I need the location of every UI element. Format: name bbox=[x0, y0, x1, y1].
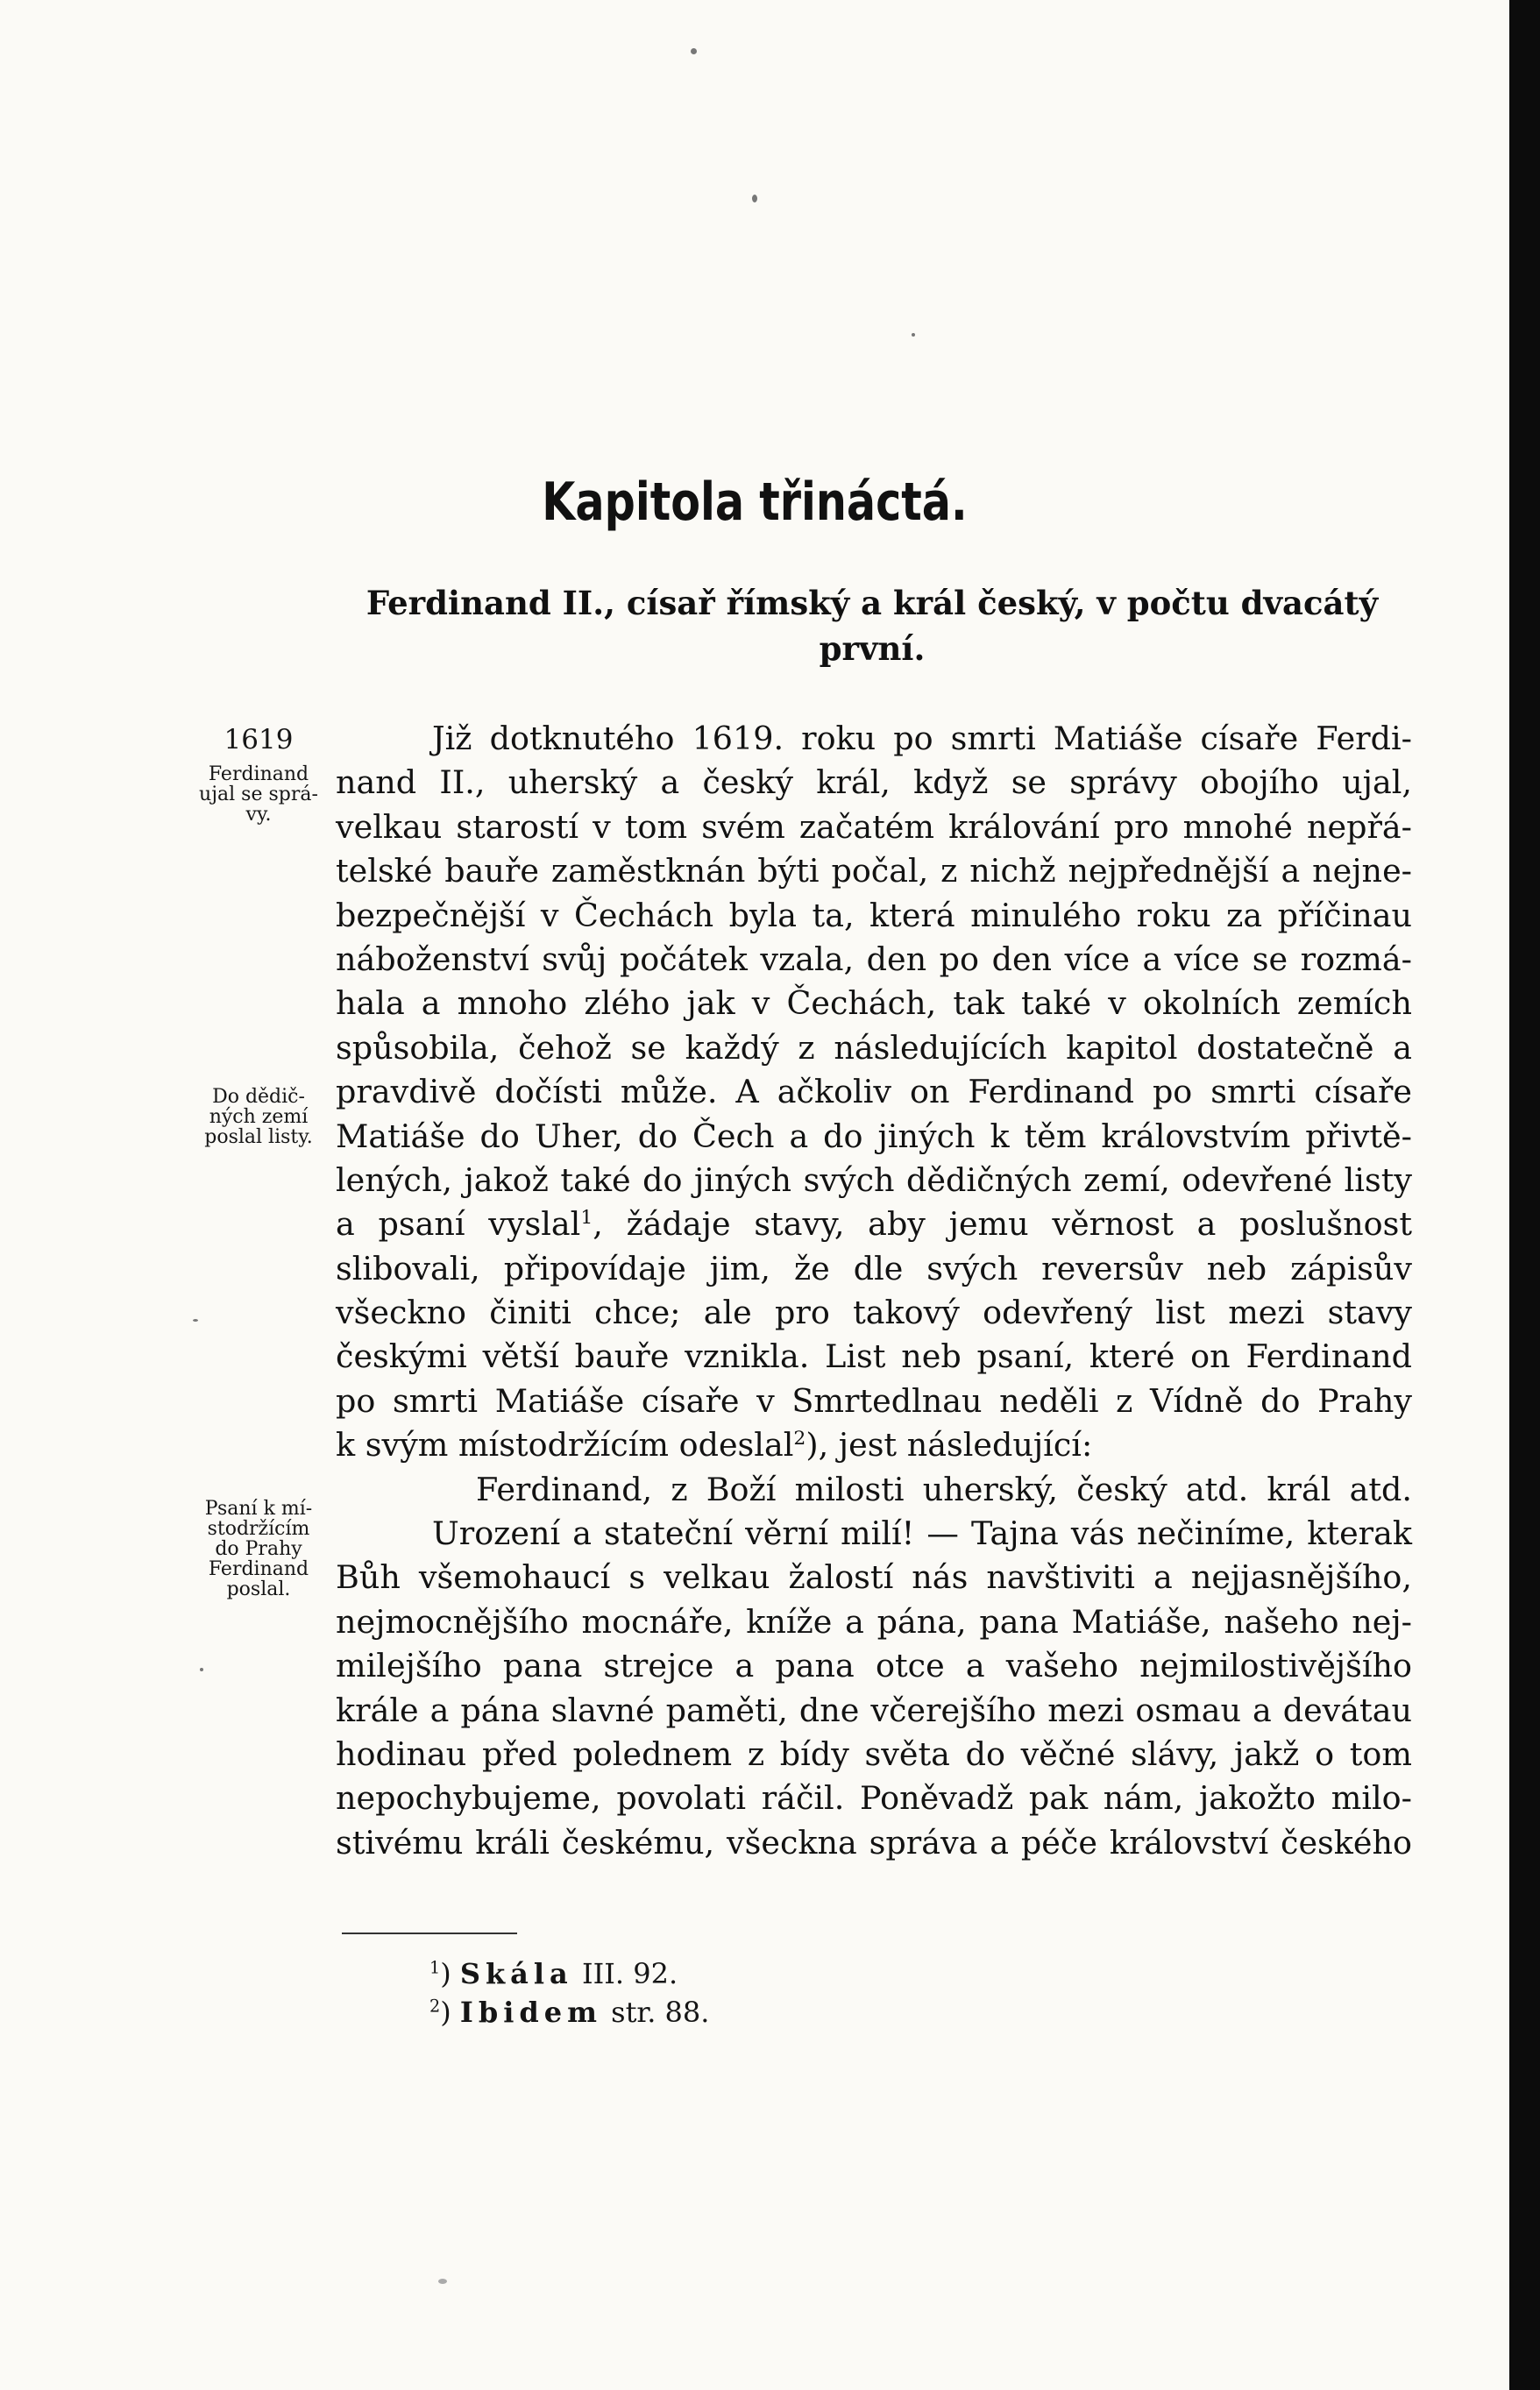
chapter-subtitle bbox=[333, 580, 1411, 671]
margin-note-line: Psaní k mí- bbox=[204, 1498, 313, 1520]
body-line: nepochybujeme, povolati ráčil. Poněvadž pak nám, jakožto milo- bbox=[336, 1779, 1412, 1818]
body-line: hala a mnoho zlého jak v Čechách, tak také v okolních zemích bbox=[336, 984, 1412, 1023]
footnote-mark: 1 bbox=[429, 1957, 441, 1978]
margin-note-letter-to-prague bbox=[180, 1499, 337, 1599]
body-line: nand II., uherský a český král, když se správy obojího ujal, bbox=[336, 763, 1412, 802]
body-line-head: k svým místodržícím odeslal bbox=[336, 1426, 794, 1464]
body-line: náboženství svůj počátek vzala, den po den více a více se rozmá- bbox=[336, 940, 1412, 978]
footnote: $^1$) Skála III. 92. bbox=[429, 1957, 678, 1990]
paper-speck bbox=[752, 195, 757, 202]
body-line: Již dotknutého 1619. roku po smrti Matiáše císaře Ferdi- bbox=[432, 720, 1412, 757]
footnote-ref-text: III. 92. bbox=[572, 1957, 678, 1990]
footnote-divider bbox=[342, 1933, 517, 1934]
paper-speck bbox=[193, 1319, 198, 1322]
footnote-ref-text: str. 88. bbox=[601, 1996, 710, 2029]
paper-speck bbox=[691, 48, 697, 54]
paper-speck bbox=[200, 1668, 203, 1671]
body-line-head: a psaní vyslal bbox=[336, 1205, 581, 1244]
body-line: lených, jakož také do jiných svých dědičných zemí, odevřené listy bbox=[336, 1160, 1412, 1199]
margin-note-ferdinand-took-rule bbox=[180, 764, 337, 825]
body-line: pravdivě dočísti může. A ačkoliv on Ferdinand po smrti císaře bbox=[336, 1073, 1412, 1111]
margin-note-line: stodržícím bbox=[207, 1518, 310, 1540]
footnote: $^2$) Ibidem str. 88. bbox=[429, 1996, 710, 2029]
margin-note-line: poslal listy. bbox=[204, 1126, 313, 1148]
footnote-ref: 2 bbox=[793, 1428, 806, 1450]
body-line-tail: ), jest následující: bbox=[805, 1426, 1093, 1464]
margin-note-line: Ferdinand bbox=[208, 763, 309, 785]
body-line: všeckno činiti chce; ale pro takový odevřený list mezi stavy bbox=[336, 1294, 1412, 1332]
paper-speck bbox=[438, 2279, 447, 2284]
footnote-source: Ibidem bbox=[459, 1996, 602, 2029]
footnote-mark: 2 bbox=[429, 1996, 441, 2017]
margin-note-line: ných zemí bbox=[209, 1106, 309, 1128]
body-text bbox=[336, 717, 1412, 1865]
body-line: Bůh všemohaucí s velkau žalostí nás navštiviti a nejjasnějšího, bbox=[336, 1558, 1412, 1597]
margin-note-line: Ferdinand bbox=[208, 1558, 309, 1580]
subtitle-line: první. bbox=[819, 629, 926, 668]
body-line bbox=[336, 1423, 1412, 1467]
margin-year: 1619 bbox=[224, 724, 294, 755]
body-line: Urození a stateční věrní milí! — Tajna vás nečiníme, kterak bbox=[432, 1514, 1412, 1553]
footnotes bbox=[429, 1954, 709, 2032]
margin-note-line: vy. bbox=[245, 804, 272, 826]
chapter-title: Kapitola třináctá. bbox=[542, 472, 968, 533]
body-line: milejšího pana strejce a pana otce a vašeho nejmilostivějšího bbox=[336, 1647, 1412, 1685]
body-line: bezpečnější v Čechách byla ta, která minulého roku za příčinau bbox=[336, 896, 1412, 934]
margin-note-line: Do dědič- bbox=[212, 1086, 305, 1108]
scan-edge bbox=[1509, 0, 1540, 2390]
body-line: hodinau před polednem z bídy světa do věčné slávy, jakž o tom bbox=[336, 1734, 1412, 1773]
letter-salutation: Ferdinand, z Boží milosti uherský, český atd. král atd. bbox=[476, 1470, 1412, 1508]
body-line: Matiáše do Uher, do Čech a do jiných k těm královstvím přivtě- bbox=[336, 1117, 1412, 1155]
body-line: českými větší bauře vznikla. List neb psaní, které on Ferdinand bbox=[336, 1337, 1412, 1376]
body-line: spůsobila, čehož se každý z následujících kapitol dostatečně a bbox=[336, 1028, 1412, 1067]
footnote-ref: 1 bbox=[580, 1207, 593, 1230]
body-line: krále a pána slavné paměti, dne včerejšího mezi osmau a devátau bbox=[336, 1691, 1412, 1729]
body-line: velkau starostí v tom svém začatém králování pro mnohé nepřá- bbox=[336, 807, 1412, 846]
margin-note-line: ujal se sprá- bbox=[199, 784, 318, 805]
paper-speck bbox=[912, 333, 915, 337]
body-line: telské bauře zaměstknán býti počal, z nichž nejpřednější a nejne- bbox=[336, 852, 1412, 890]
subtitle-line: Ferdinand II., císař římský a král český, v počtu dvacátý bbox=[365, 584, 1379, 622]
body-line: slibovali, připovídaje jim, že dle svých reversův neb zápisův bbox=[336, 1249, 1412, 1287]
margin-note-line: do Prahy bbox=[215, 1538, 302, 1560]
margin-note-letters-sent bbox=[180, 1087, 337, 1147]
body-line: stivému králi českému, všeckna správa a péče království českého bbox=[336, 1823, 1412, 1862]
body-line bbox=[336, 1202, 1412, 1246]
margin-note-line: poslal. bbox=[226, 1578, 291, 1600]
body-line-tail: , žádaje stavy, aby jemu věrnost a poslušnost bbox=[593, 1205, 1412, 1244]
footnote-source: Skála bbox=[459, 1957, 573, 1990]
body-line: nejmocnějšího mocnáře, kníže a pána, pana Matiáše, našeho nej- bbox=[336, 1602, 1412, 1641]
body-line: po smrti Matiáše císaře v Smrtedlnau neděli z Vídně do Prahy bbox=[336, 1381, 1412, 1420]
